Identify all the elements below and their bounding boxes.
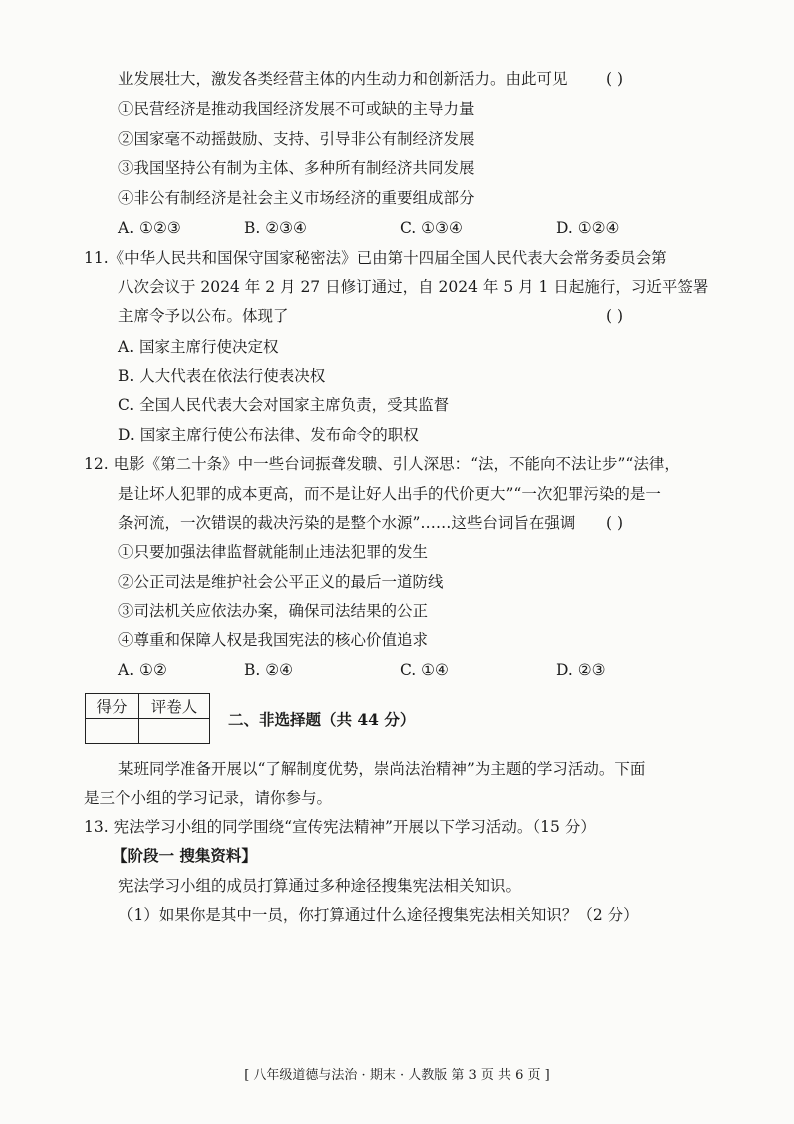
intro-line-1: 某班同学准备开展以“了解制度优势，崇尚法治精神”为主题的学习活动。下面 [118, 760, 646, 778]
q10-stem-tail: 业发展壮大，激发各类经营主体的内生动力和创新活力。由此可见 [118, 70, 568, 88]
q12-statement-1: ①只要加强法律监督就能制止违法犯罪的发生 [118, 543, 429, 561]
q12-statement-4: ④尊重和保障人权是我国宪法的核心价值追求 [118, 631, 429, 649]
q11-option-c: C. 全国人民代表大会对国家主席负责，受其监督 [118, 396, 450, 414]
score-header: 得分 [86, 694, 139, 719]
q13-stage1-title: 【阶段一 搜集资料】 [112, 846, 257, 865]
q11-stem-line-2: 八次会议于 2024 年 2 月 27 日修订通过，自 2024 年 5 月 1 日起施行，习近平签署 [118, 278, 709, 296]
section-2-title: 二、非选择题（共 44 分） [228, 710, 416, 729]
q12-statement-3: ③司法机关应依法办案，确保司法结果的公正 [118, 602, 429, 620]
q10-option-d: D. ①②④ [556, 219, 620, 237]
q10-statement-1: ①民营经济是推动我国经济发展不可或缺的主导力量 [118, 100, 475, 118]
q12-stem-line-1: 12. 电影《第二十条》中一些台词振聋发聩、引人深思：“法，不能向不法让步”“法律， [84, 455, 680, 473]
q12-statement-2: ②公正司法是维护社会公平正义的最后一道防线 [118, 573, 444, 591]
page-footer: [ 八年级道德与法治 · 期末 · 人教版 第 3 页 共 6 页 ] [244, 1068, 550, 1083]
q13-stem: 13. 宪法学习小组的同学围绕“宣传宪法精神”开展以下学习活动。（15 分） [84, 818, 596, 836]
grader-header: 评卷人 [139, 694, 210, 719]
q10-statement-3: ③我国坚持公有制为主体、多种所有制经济共同发展 [118, 159, 475, 177]
q10-statement-2: ②国家毫不动摇鼓励、支持、引导非公有制经济发展 [118, 130, 475, 148]
q10-option-c: C. ①③④ [400, 219, 463, 237]
q12-option-b: B. ②④ [244, 661, 294, 679]
q12-stem-line-3: 条河流，一次错误的裁决污染的是整个水源”……这些台词旨在强调 [118, 514, 576, 532]
q11-answer-bracket: ( ) [606, 307, 624, 325]
q11-option-a: A. 国家主席行使决定权 [118, 338, 279, 356]
score-table [85, 693, 210, 744]
q12-stem-line-2: 是让坏人犯罪的成本更高，而不是让好人出手的代价更大”“一次犯罪污染的是一 [118, 485, 661, 503]
q12-option-a: A. ①② [118, 661, 167, 679]
q11-option-b: B. 人大代表在依法行使表决权 [118, 367, 326, 385]
q12-answer-bracket: ( ) [606, 514, 624, 532]
q12-option-c: C. ①④ [400, 661, 449, 679]
q10-statement-4: ④非公有制经济是社会主义市场经济的重要组成部分 [118, 189, 475, 207]
q10-option-b: B. ②③④ [244, 219, 307, 237]
q11-option-d: D. 国家主席行使公布法律、发布命令的职权 [118, 426, 419, 444]
intro-line-2: 是三个小组的学习记录，请你参与。 [84, 789, 333, 807]
q10-answer-bracket: ( ) [606, 70, 624, 88]
q11-stem-line-3: 主席令予以公布。体现了 [118, 307, 289, 325]
q13-subquestion-1: （1）如果你是其中一员，你打算通过什么途径搜集宪法相关知识？（2 分） [118, 906, 639, 924]
q12-option-d: D. ②③ [556, 661, 606, 679]
q13-stage1-text: 宪法学习小组的成员打算通过多种途径搜集宪法相关知识。 [118, 877, 522, 895]
score-cell[interactable] [86, 719, 139, 744]
q10-option-a: A. ①②③ [118, 219, 181, 237]
grader-cell[interactable] [139, 719, 210, 744]
q11-stem-line-1: 11.《中华人民共和国保守国家秘密法》已由第十四届全国人民代表大会常务委员会第 [84, 249, 667, 267]
